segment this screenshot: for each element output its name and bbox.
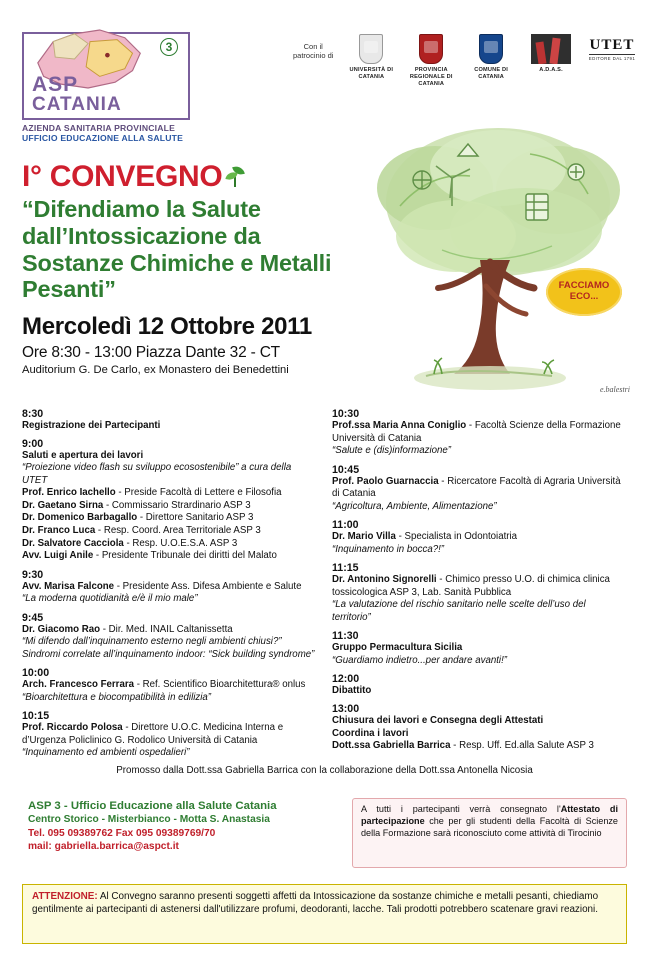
- programme: [22, 408, 627, 759]
- asp-line1: ASP: [32, 73, 79, 96]
- promoted-by-line: Promosso dalla Dott.ssa Gabriella Barrica con la collaborazione della Dott.ssa Antonella Nicosia: [116, 765, 533, 776]
- programme-talk-title: “Guardiamo indietro...per andare avanti!”: [332, 654, 508, 666]
- logo-caption: UNIVERSITÀ DI CATANIA: [349, 67, 394, 80]
- utet-subline: EDITORE DAL 1791: [588, 56, 636, 61]
- programme-talk-title: “Inquinamento in bocca?!”: [332, 543, 445, 555]
- programme-time: 13:00: [332, 703, 360, 716]
- logo-adas: [524, 34, 578, 74]
- programme-talk-title: “Mi difendo dall’inquinamento esterno negli ambienti chiusi?”: [22, 636, 282, 648]
- asp-district-badge: 3: [160, 38, 178, 56]
- title-block: [22, 160, 352, 376]
- contacts-block: [28, 800, 328, 852]
- programme-speaker: Prof.ssa Maria Anna Coniglio - Facoltà Scienze della Formazione Università di Catania: [332, 420, 621, 444]
- certificate-note: A tutti i partecipanti verrà consegnato l'Attestato di partecipazione che per gli studenti della Facoltà di Scienze della Formazione sarà riconosciuto come attività di Tirocinio: [352, 798, 627, 868]
- programme-time: 9:00: [22, 438, 44, 451]
- contact-locations: Centro Storico - Misterbianco - Motta S. Anastasia: [28, 814, 270, 825]
- programme-speaker: Gruppo Permacultura Sicilia: [332, 642, 463, 654]
- convegno-line: [22, 160, 352, 194]
- programme-talk-title: “Proiezione video flash su sviluppo ecosostenibile” a cura della UTET: [22, 462, 292, 486]
- programme-time: 10:15: [22, 710, 50, 723]
- programme-time: 9:45: [22, 611, 44, 624]
- programme-talk-title: “La valutazione del rischio sanitario nelle scelte dell’uso del territorio”: [332, 599, 586, 623]
- programme-speaker: Dr. Gaetano Sirna - Commissario Strardinario ASP 3: [22, 499, 251, 511]
- logo-utet: [584, 34, 640, 67]
- programme-column-left: [22, 408, 316, 760]
- programme-talk-title: Sindromi correlate all’inquinamento indoor: “Sick building syndrome”: [22, 648, 315, 660]
- patronage-strip: [288, 34, 640, 120]
- programme-speaker: Dr. Antonino Signorelli - Chimico presso U.O. di chimica clinica tossicologica ASP 3, Lab. Sanità Pubblica: [332, 574, 610, 598]
- programme-speaker: Avv. Marisa Falcone - Presidente Ass. Difesa Ambiente e Salute: [22, 580, 302, 592]
- programme-time: 12:00: [332, 673, 360, 686]
- attention-notice: [22, 884, 627, 944]
- asp-line2: CATANIA: [32, 94, 122, 115]
- programme-speaker: Dr. Franco Luca - Resp. Coord. Area Territoriale ASP 3: [22, 524, 261, 536]
- programme-time: 10:30: [332, 408, 360, 420]
- logo-caption: COMUNE DI CATANIA: [474, 67, 509, 80]
- event-subtitle: “Difendiamo la Salute dall’Intossicazione da Sostanze Chimiche e Metalli Pesanti”: [22, 196, 332, 303]
- tree-illustration: [330, 110, 640, 400]
- programme-talk-title: “Bioarchitettura e biocompatibilità in edilizia”: [22, 691, 211, 703]
- programme-speaker: Dr. Salvatore Cacciola - Resp. U.O.E.S.A. ASP 3: [22, 537, 238, 549]
- logo-provincia-regionale-catania: [404, 34, 458, 88]
- logo-universita-catania: [344, 34, 398, 81]
- event-venue: Auditorium G. De Carlo, ex Monastero dei Benedettini: [22, 364, 289, 377]
- programme-column-right: [332, 408, 626, 760]
- programme-talk-title: “Inquinamento ed ambienti ospedalieri”: [22, 747, 190, 759]
- programme-speaker: Dr. Giacomo Rao - Dir. Med. INAIL Caltanissetta: [22, 623, 233, 635]
- logo-caption: A.D.A.S.: [539, 67, 563, 73]
- programme-speaker: Registrazione dei Partecipanti: [22, 420, 161, 431]
- programme-time: 10:00: [22, 667, 50, 680]
- utet-wordmark-icon: [584, 34, 640, 64]
- programme-time: 11:15: [332, 562, 359, 575]
- programme-time: 11:30: [332, 630, 359, 643]
- sprout-icon: [226, 166, 244, 188]
- patronage-label: Con il patrocinio di: [292, 42, 334, 60]
- contact-office: ASP 3 - Ufficio Educazione alla Salute Catania: [28, 800, 277, 812]
- universita-catania-crest-icon: [344, 34, 398, 64]
- programme-talk-title: “La moderna quotidianità e/è il mio male”: [22, 593, 198, 605]
- provincia-crest-icon: [404, 34, 458, 64]
- comune-crest-icon: [464, 34, 518, 64]
- convegno-title: I° CONVEGNO: [22, 160, 223, 193]
- asp-catania-logo: [22, 32, 212, 143]
- utet-word: UTET: [589, 37, 635, 53]
- contact-email[interactable]: mail: gabriella.barrica@aspct.it: [28, 841, 179, 852]
- adas-photo-icon: [524, 34, 578, 64]
- asp-logo-card: [22, 32, 190, 120]
- programme-speaker: Arch. Francesco Ferrara - Ref. Scientifico Bioarchitettura® onlus: [22, 679, 306, 691]
- asp-wordmark: [32, 74, 122, 114]
- programme-speaker: Dr. Domenico Barbagallo - Direttore Sanitario ASP 3: [22, 512, 254, 524]
- programme-speaker: Dr. Mario Villa - Specialista in Odontoiatria: [332, 531, 518, 543]
- programme-speaker: Prof. Paolo Guarnaccia - Ricercatore Facoltà di Agraria Università di Catania: [332, 475, 621, 500]
- programme-time: 11:00: [332, 519, 359, 532]
- attention-keyword: ATTENZIONE:: [32, 891, 98, 902]
- asp-subtitle-1: AZIENDA SANITARIA PROVINCIALE: [22, 123, 176, 133]
- eco-bubble: FACCIAMO ECO...: [546, 268, 622, 316]
- logo-comune-di-catania: [464, 34, 518, 81]
- programme-speaker: Prof. Riccardo Polosa - Direttore U.O.C. Medicina Interna e d’Urgenza Policlinico G. Rodolico Università di Catania: [22, 722, 284, 746]
- programme-speaker: Chiusura dei lavori e Consegna degli Attestati: [332, 715, 544, 727]
- event-date: Mercoledì 12 Ottobre 2011: [22, 313, 312, 341]
- logo-caption: PROVINCIA REGIONALE DI CATANIA: [409, 67, 453, 87]
- programme-time: 9:30: [22, 568, 44, 581]
- programme-speaker: Saluti e apertura dei lavori: [22, 450, 144, 462]
- programme-speaker: Prof. Enrico Iachello - Preside Facoltà di Lettere e Filosofia: [22, 487, 282, 499]
- programme-time: 8:30: [22, 408, 44, 420]
- programme-time: 10:45: [332, 463, 360, 476]
- programme-talk-title: “Agricoltura, Ambiente, Alimentazione”: [332, 500, 497, 512]
- tree-watercolor-icon: [330, 110, 640, 400]
- programme-talk-title: “Salute e (dis)informazione”: [332, 445, 451, 457]
- asp-subtitle-2: UFFICIO EDUCAZIONE ALLA SALUTE: [22, 133, 183, 143]
- programme-speaker: Dott.ssa Gabriella Barrica - Resp. Uff. Ed.alla Salute ASP 3: [332, 739, 594, 751]
- programme-speaker: Dibattito: [332, 685, 372, 697]
- event-time-place: Ore 8:30 - 13:00 Piazza Dante 32 - CT: [22, 344, 280, 362]
- contact-phone: Tel. 095 09389762 Fax 095 09389769/70: [28, 828, 216, 839]
- programme-speaker: Coordina i lavori: [332, 727, 409, 739]
- artist-signature: e.balestri: [600, 385, 630, 394]
- programme-speaker: Avv. Luigi Anile - Presidente Tribunale dei diritti del Malato: [22, 550, 277, 562]
- attention-text: Al Convegno saranno presenti soggetti affetti da Intossicazione da sostanze chimiche e metalli pesanti, chiediamo gentilmente ai partecipanti di astenersi dall'utilizzare profumi, deodoranti, lacche. Tali prodotti potrebbero scatenare gravi reazioni.: [32, 891, 599, 915]
